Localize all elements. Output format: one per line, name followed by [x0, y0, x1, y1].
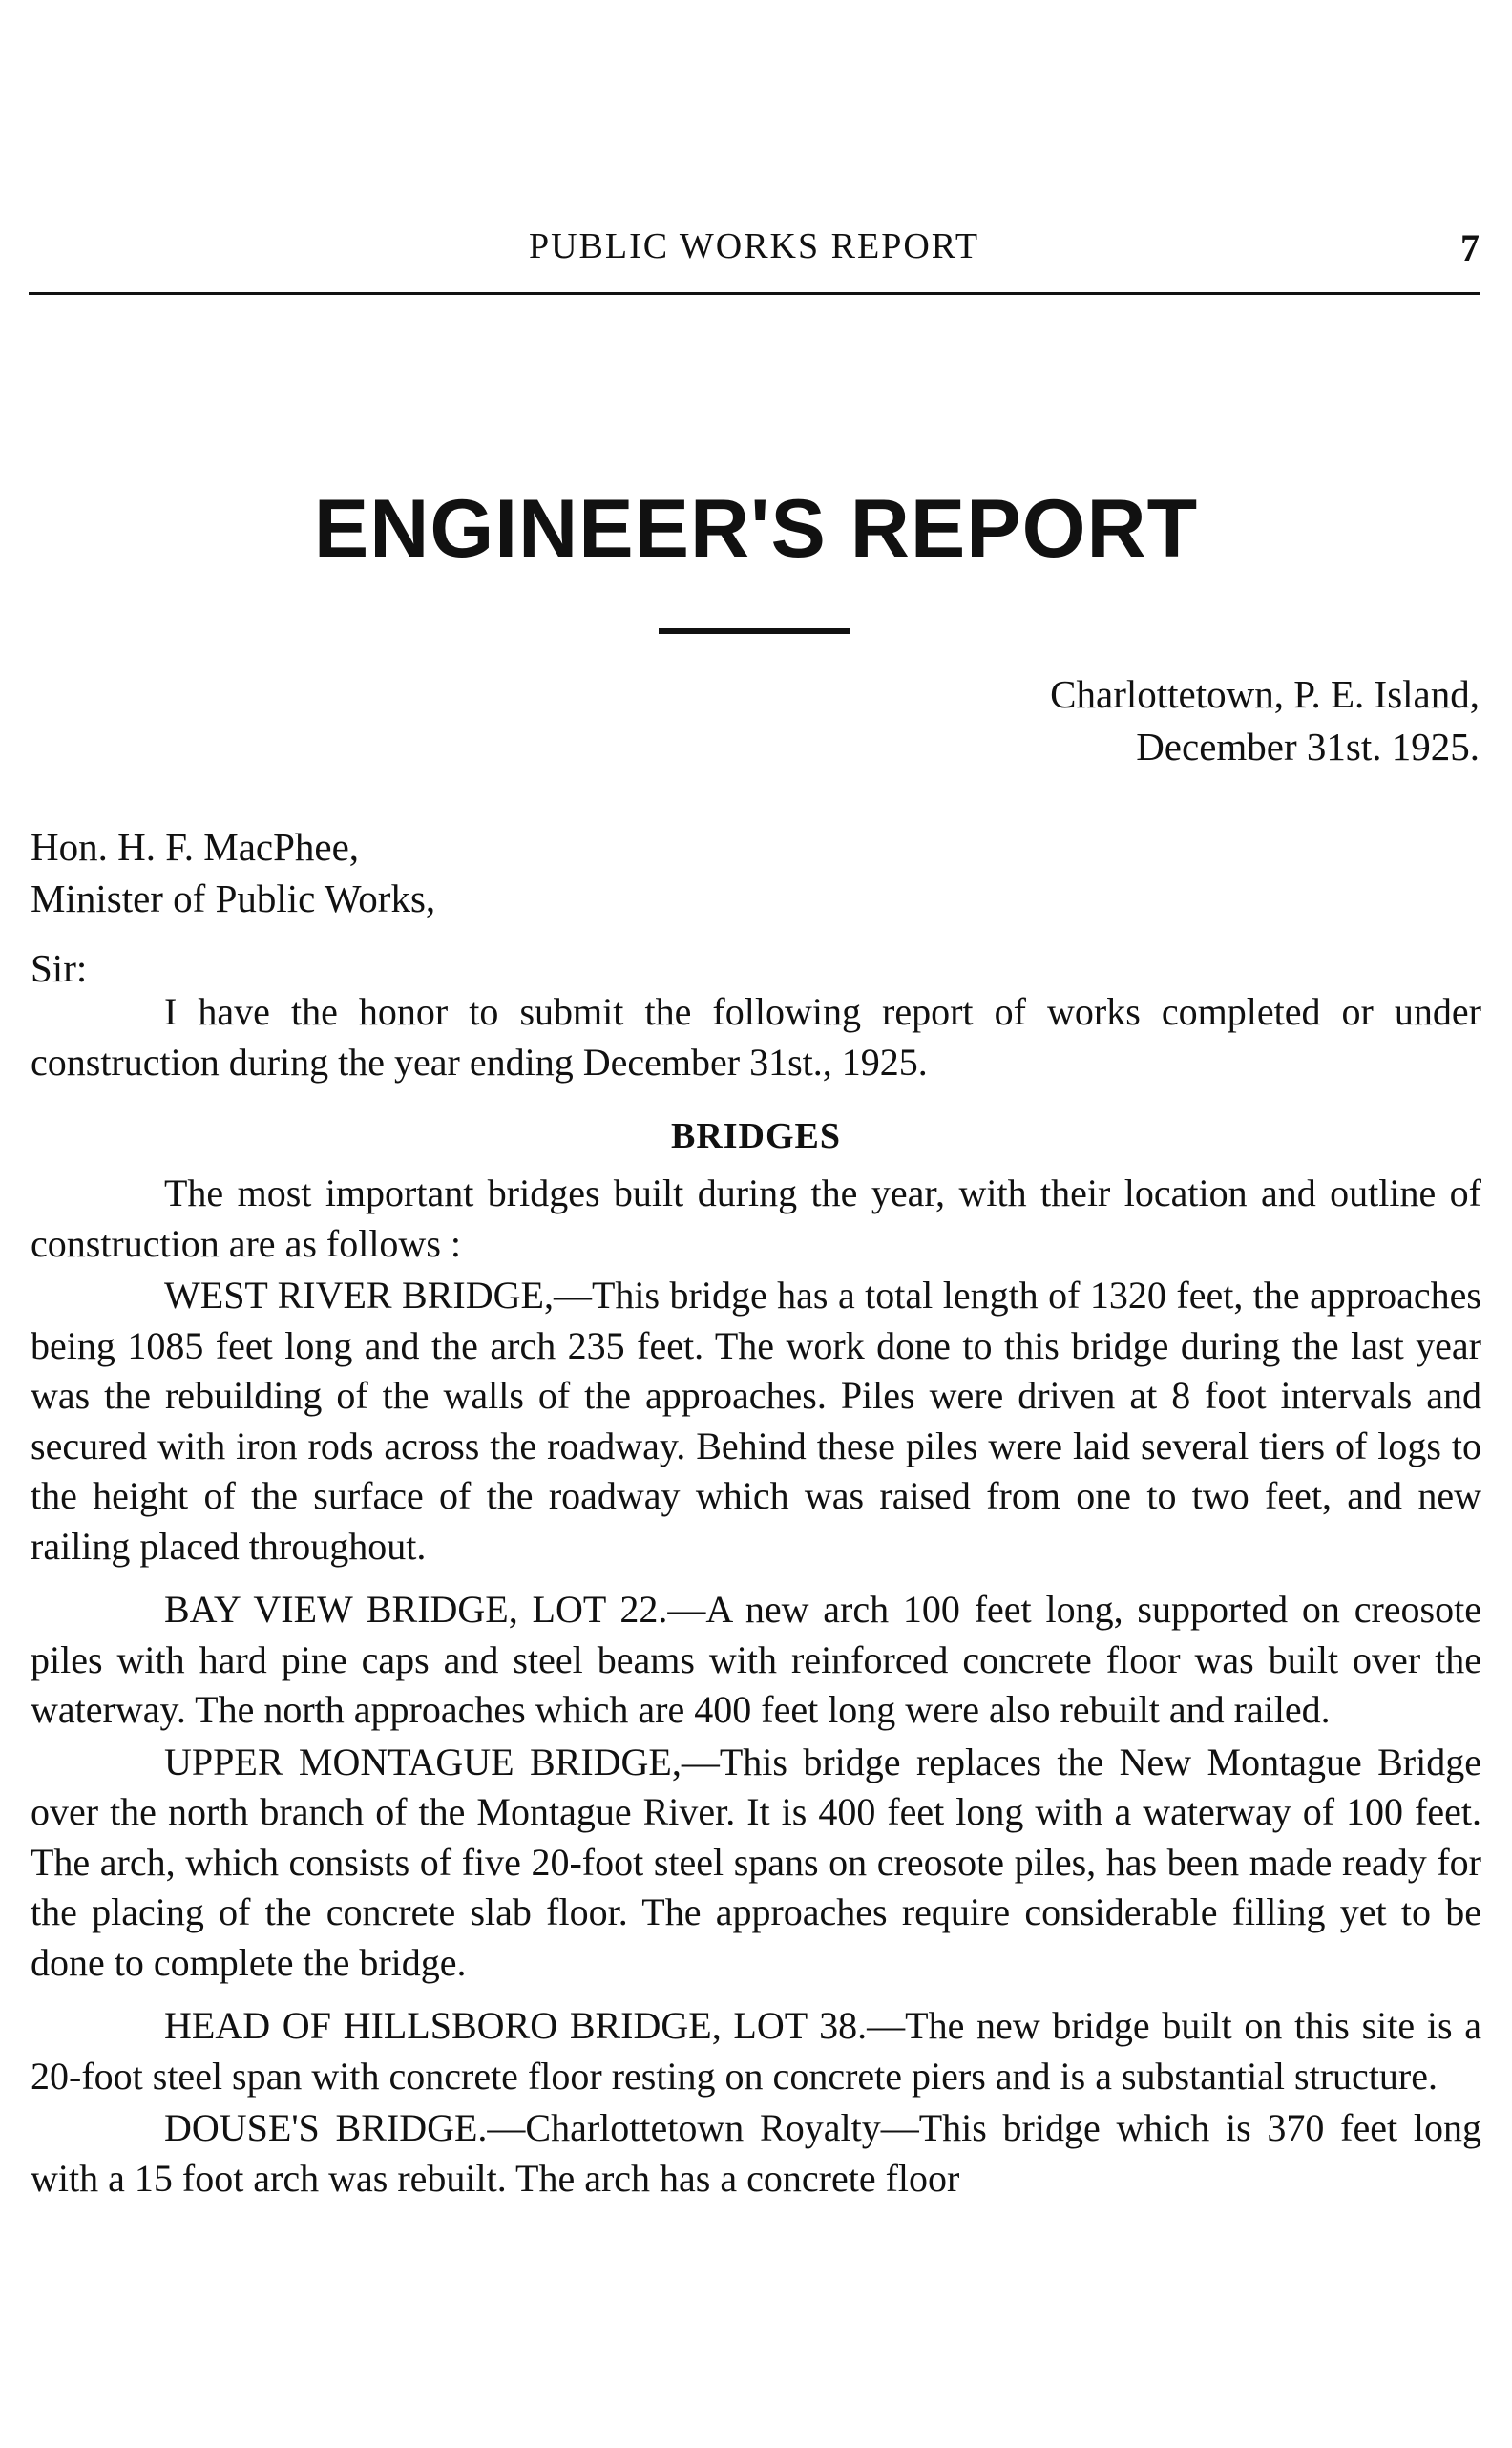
addressee-block — [31, 821, 435, 924]
body-paragraph: WEST RIVER BRIDGE,—This bridge has a total length of 1320 feet, the approaches being 1085 feet long and the arch 235 feet. The work done to this bridge during the last year was the rebuilding of the walls of the approaches. Piles were driven at 8 foot intervals and secured with iron rods across the roadway. Behind these piles were laid several tiers of logs to the height of the surface of the roadway which was raised from one to two feet, and new railing placed throughout. — [31, 1274, 1481, 1568]
bridges-section — [31, 1169, 1481, 2205]
page-title: ENGINEER'S REPORT — [313, 483, 1199, 575]
body-paragraph: The most important bridges built during the year, with their location and outline of construction are as follows : — [31, 1171, 1481, 1265]
running-title: PUBLIC WORKS REPORT — [528, 226, 980, 266]
dateline — [1050, 668, 1480, 773]
addressee-title: Minister of Public Works, — [31, 876, 436, 920]
section-heading: BRIDGES — [670, 1116, 842, 1156]
salutation: Sir: — [31, 946, 88, 990]
addressee-name: Hon. H. F. MacPhee, — [31, 825, 360, 869]
title-rule — [659, 628, 850, 634]
intro-paragraph-block — [31, 987, 1481, 1087]
body-paragraph: BAY VIEW BRIDGE, LOT 22.—A new arch 100 feet long, supported on creosote piles with hard pine caps and steel beams with reinforced concrete floor was built over the waterway. The north approaches which are 400 feet long were also rebuilt and railed. — [31, 1588, 1481, 1731]
running-header — [29, 225, 1480, 283]
body-paragraph: UPPER MONTAGUE BRIDGE,—This bridge replaces the New Montague Bridge over the north branch of the Montague River. It is 400 feet long with a waterway of 100 feet. The arch, which consists of five 20-foot steel spans on creosote piles, has been made ready for the placing of the concrete slab floor. The approaches require considerable filling yet to be done to complete the bridge. — [31, 1740, 1481, 1984]
dateline-date: December 31st. 1925. — [1136, 725, 1480, 769]
body-paragraph: DOUSE'S BRIDGE.—Charlottetown Royalty—This bridge which is 370 feet long with a 15 foot arch was rebuilt. The arch has a concrete floor — [31, 2106, 1481, 2200]
body-paragraph: HEAD OF HILLSBORO BRIDGE, LOT 38.—The new bridge built on this site is a 20-foot steel span with concrete floor resting on concrete piers and is a substantial structure. — [31, 2004, 1481, 2098]
intro-paragraph: I have the honor to submit the following report of works completed or under construction during the year ending December 31st., 1925. — [31, 990, 1481, 1084]
dateline-place: Charlottetown, P. E. Island, — [1050, 672, 1480, 716]
header-rule — [29, 292, 1480, 295]
page-number: 7 — [1460, 226, 1480, 269]
